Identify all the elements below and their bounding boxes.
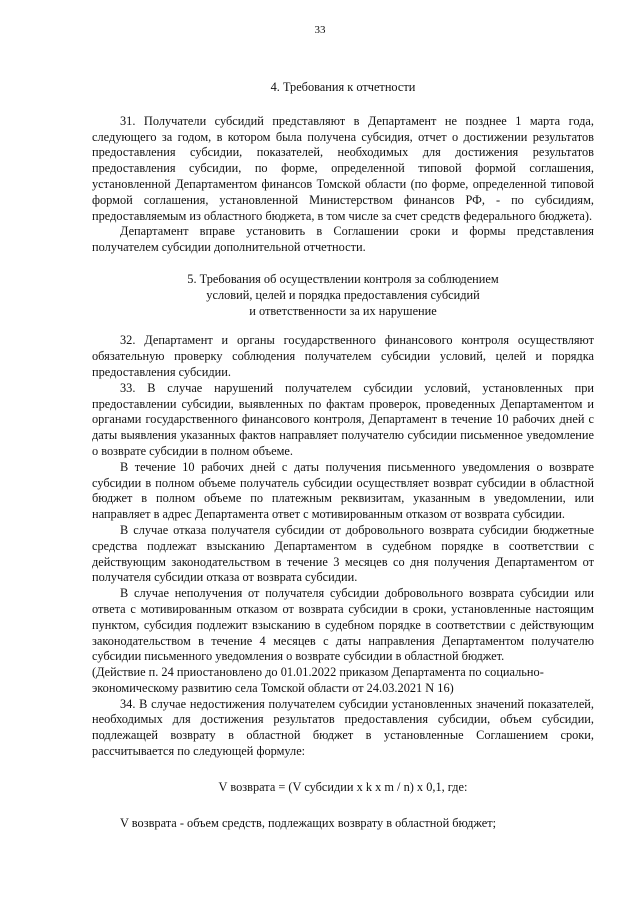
section-4-heading: 4. Требования к отчетности (270, 80, 416, 94)
paragraph-31-additional: Департамент вправе установить в Соглашении сроки и формы представления получателем субсидии дополнительной отчетности. (92, 224, 594, 255)
paragraph-32: 32. Департамент и органы государственного финансового контроля осуществляют обязательную проверку соблюдения получателем субсидии условий, целей и порядка предоставления субсидии. (92, 333, 594, 379)
section-5-heading-line-1: 5. Требования об осуществлении контроля за соблюдением (187, 271, 499, 286)
paragraph-33-refund: В течение 10 рабочих дней с даты получения письменного уведомления о возврате субсидии в полном объеме получатель субсидии осуществляет возврат субсидии в областной бюджет в полном объеме по платежным реквизитам, указанным в уведомлении, или направляет в адрес Департамента ответ с мотивированным отказом от возврата субсидии. (92, 459, 594, 522)
page-content (92, 80, 594, 831)
refund-formula: V возврата = (V субсидии x k x m / n) x 0,1, где: (218, 779, 468, 794)
section-5-heading (92, 272, 594, 319)
paragraph-33-refusal: В случае отказа получателя субсидии от добровольного возврата субсидии бюджетные средства подлежат взысканию Департаментом в судебном порядке в соответствии с действующим законодательством в течение 3 месяцев со дня получения Департаментом от получателя субсидии отказа от возврата субсидии. (92, 522, 594, 585)
suspension-note-line-1: (Действие п. 24 приостановлено до 01.01.2022 приказом Департамента по социально- (92, 665, 544, 680)
definition-v-refund: V возврата - объем средств, подлежащих возврату в областной бюджет; (120, 815, 497, 830)
paragraph-33: 33. В случае нарушений получателем субсидии условий, установленных при предоставлении субсидии, выявленных по фактам проверок, проведенных Департаментом и органами государственного финансового контроля, Департамент в течение 10 рабочих дней с даты выявления указанных фактов направляет получателю субсидии письменное уведомление о возврате субсидии в полном объеме. (92, 380, 594, 458)
page-number: 33 (314, 24, 326, 36)
paragraph-33-non-receipt: В случае неполучения от получателя субсидии добровольного возврата субсидии или ответа с мотивированным отказом от возврата субсидии в сроки, установленные настоящим пунктом, субсидия подлежит взысканию в судебном порядке в соответствии с действующим законодательством в течение 4 месяцев с даты направления Департаментом получателю субсидии письменного уведомления о возврате субсидии в областной бюджет. (92, 586, 594, 664)
paragraph-31: 31. Получатели субсидий представляют в Департамент не позднее 1 марта года, следующего за годом, в котором была получена субсидия, отчет о достижении результатов предоставления субсидии, показателей, необходимых для достижения результатов предоставления субсидии, по форме, определенной типовой формой соглашения, установленной Департаментом финансов Томской области (по форме, определенной типовой формой соглашения, установленной Министерством финансов РФ, - по субсидиям, предоставляемым из областного бюджета, в том числе за счет средств федерального бюджета). (92, 113, 594, 223)
paragraph-34: 34. В случае недостижения получателем субсидии установленных значений показателей, необходимых для достижения результатов предоставления субсидии, объем субсидии, подлежащей возврату в областной бюджет в установленные Соглашением сроки, рассчитывается по следующей формуле: (92, 696, 594, 759)
suspension-note-line-2: экономическому развитию села Томской области от 24.03.2021 N 16) (92, 680, 454, 695)
section-5-heading-line-2: условий, целей и порядка предоставления субсидий (206, 287, 480, 302)
section-5-heading-line-3: и ответственности за их нарушение (249, 303, 437, 318)
suspension-note (92, 665, 594, 697)
